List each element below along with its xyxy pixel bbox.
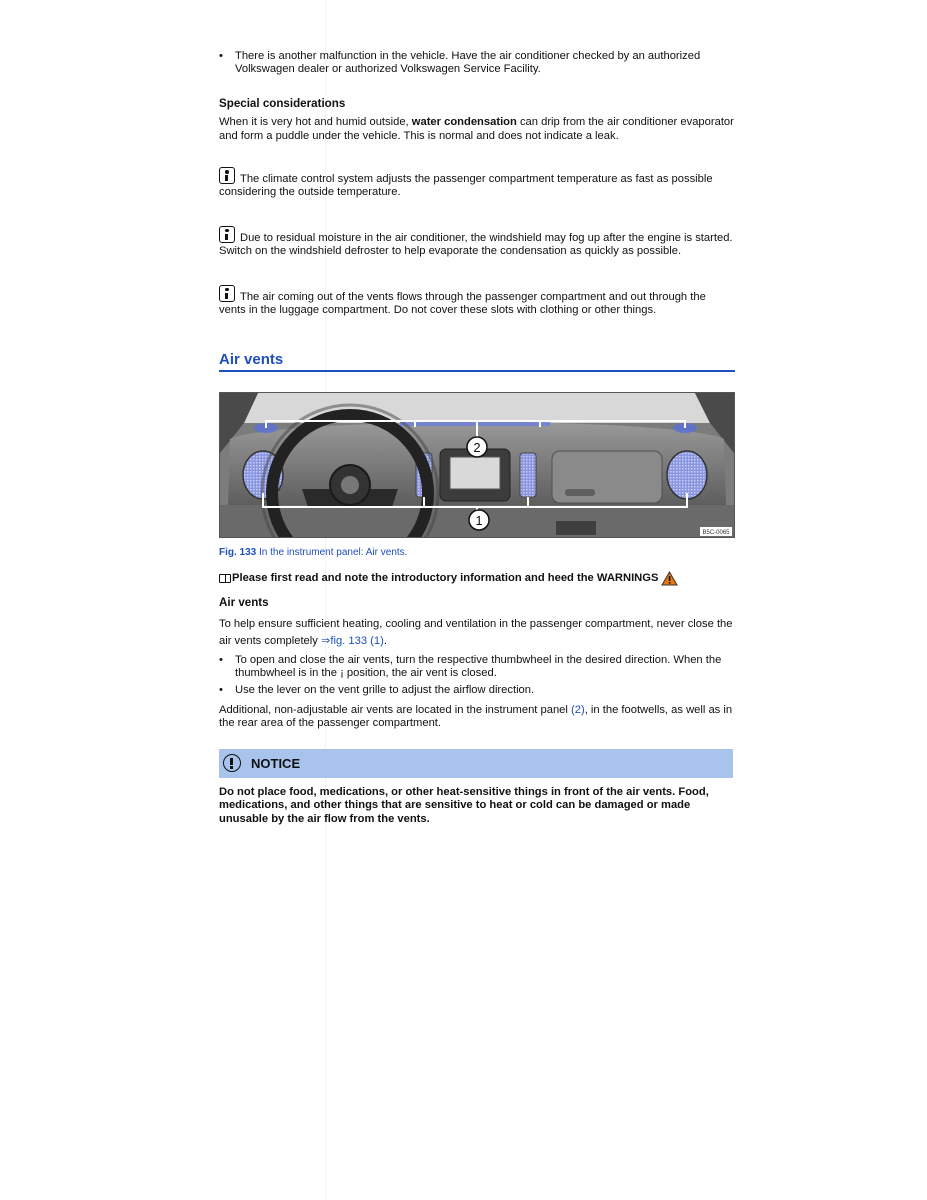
- bullet-item: [219, 684, 735, 697]
- info-icon: [219, 226, 235, 243]
- warnings-reference-text: Please first read and note the introductory information and heed the WARNINGS: [232, 572, 659, 585]
- air-vents-heading: Air vents: [219, 596, 269, 610]
- figure-caption-text: In the instrument panel: Air vents.: [256, 546, 408, 558]
- info-note: [219, 226, 735, 259]
- water-condensation-emphasis: water condensation: [411, 116, 517, 129]
- center-vent-right: [520, 453, 536, 497]
- glovebox-handle: [565, 489, 595, 496]
- bullet-text: There is another malfunction in the vehicle. Have the air conditioner checked by an authorized Volkswagen dealer or authorized Volkswagen Service Facility.: [235, 50, 701, 76]
- special-considerations-text: When it is very hot and humid outside, water condensation can drip from the air conditioner evaporator and form a puddle under the vehicle. This is normal and does not indicate a leak.: [219, 116, 734, 142]
- radio-screen: [450, 457, 500, 489]
- callout-2-label: 2: [473, 439, 481, 455]
- info-note: [219, 167, 735, 200]
- additional-vents-text: Additional, non-adjustable air vents are located in the instrument panel (2), in the footwells, as well as in the rear area of the passenger compartment.: [219, 703, 733, 730]
- info-icon: [219, 285, 235, 302]
- bullet-item: [219, 50, 735, 77]
- figure-link[interactable]: ⇒fig. 133 (1): [320, 634, 384, 647]
- notice-banner: [219, 749, 733, 778]
- gear-console: [556, 521, 596, 535]
- callout-link-2[interactable]: (2): [571, 703, 585, 716]
- info-note: [219, 285, 735, 318]
- figure-instrument-panel: [219, 392, 735, 538]
- image-code: B5C-0065: [702, 529, 730, 536]
- section-title-air-vents: Air vents: [219, 353, 735, 371]
- notice-label: NOTICE: [251, 755, 301, 771]
- callout-1-label: 1: [475, 512, 483, 528]
- instrument-panel-illustration: [220, 393, 734, 537]
- figure-caption-label: Fig. 133: [219, 546, 257, 558]
- warning-triangle-icon: [661, 571, 678, 586]
- notice-text: Do not place food, medications, or other heat-sensitive things in front of the air vents. Food, medications, and other things that are sensitive to heat or cold can be damaged or made unusable by the air flow from the vents.: [219, 785, 709, 825]
- side-vent-right: [667, 451, 707, 499]
- book-icon: [219, 574, 231, 583]
- info-note-text: The climate control system adjusts the passenger compartment temperature as fast as possible considering the outside temperature.: [219, 173, 713, 199]
- manual-page: [219, 50, 735, 826]
- info-icon: [219, 167, 235, 184]
- bullet-dot: •: [219, 683, 223, 696]
- vw-emblem: [341, 476, 359, 494]
- warnings-reference: [219, 571, 735, 586]
- bullet-dot: •: [219, 50, 223, 62]
- info-note-text: Due to residual moisture in the air conditioner, the windshield may fog up after the engine is started. Switch on the windshield defroster to help evaporate the condensation as quickly as possible.: [219, 231, 733, 258]
- bullet-text: Use the lever on the vent grille to adjust the airflow direction.: [235, 683, 535, 696]
- special-considerations-heading: Special considerations: [219, 96, 346, 110]
- bullet-item: [219, 654, 735, 681]
- bullet-dot: •: [219, 653, 223, 666]
- figure-caption: [219, 546, 735, 559]
- bullet-text: To open and close the air vents, turn the respective thumbwheel in the desired direction. When the thumbwheel is in the ¡ position, the air vent is closed.: [235, 653, 722, 680]
- air-vents-intro: To help ensure sufficient heating, cooling and ventilation in the passenger compartment, never close the air vents completely ⇒fig. 133 (1).: [219, 617, 733, 647]
- exclamation-circle-icon: [223, 754, 241, 772]
- info-note-text: The air coming out of the vents flows through the passenger compartment and out through the vents in the luggage compartment. Do not cover these slots with clothing or other things.: [219, 290, 706, 317]
